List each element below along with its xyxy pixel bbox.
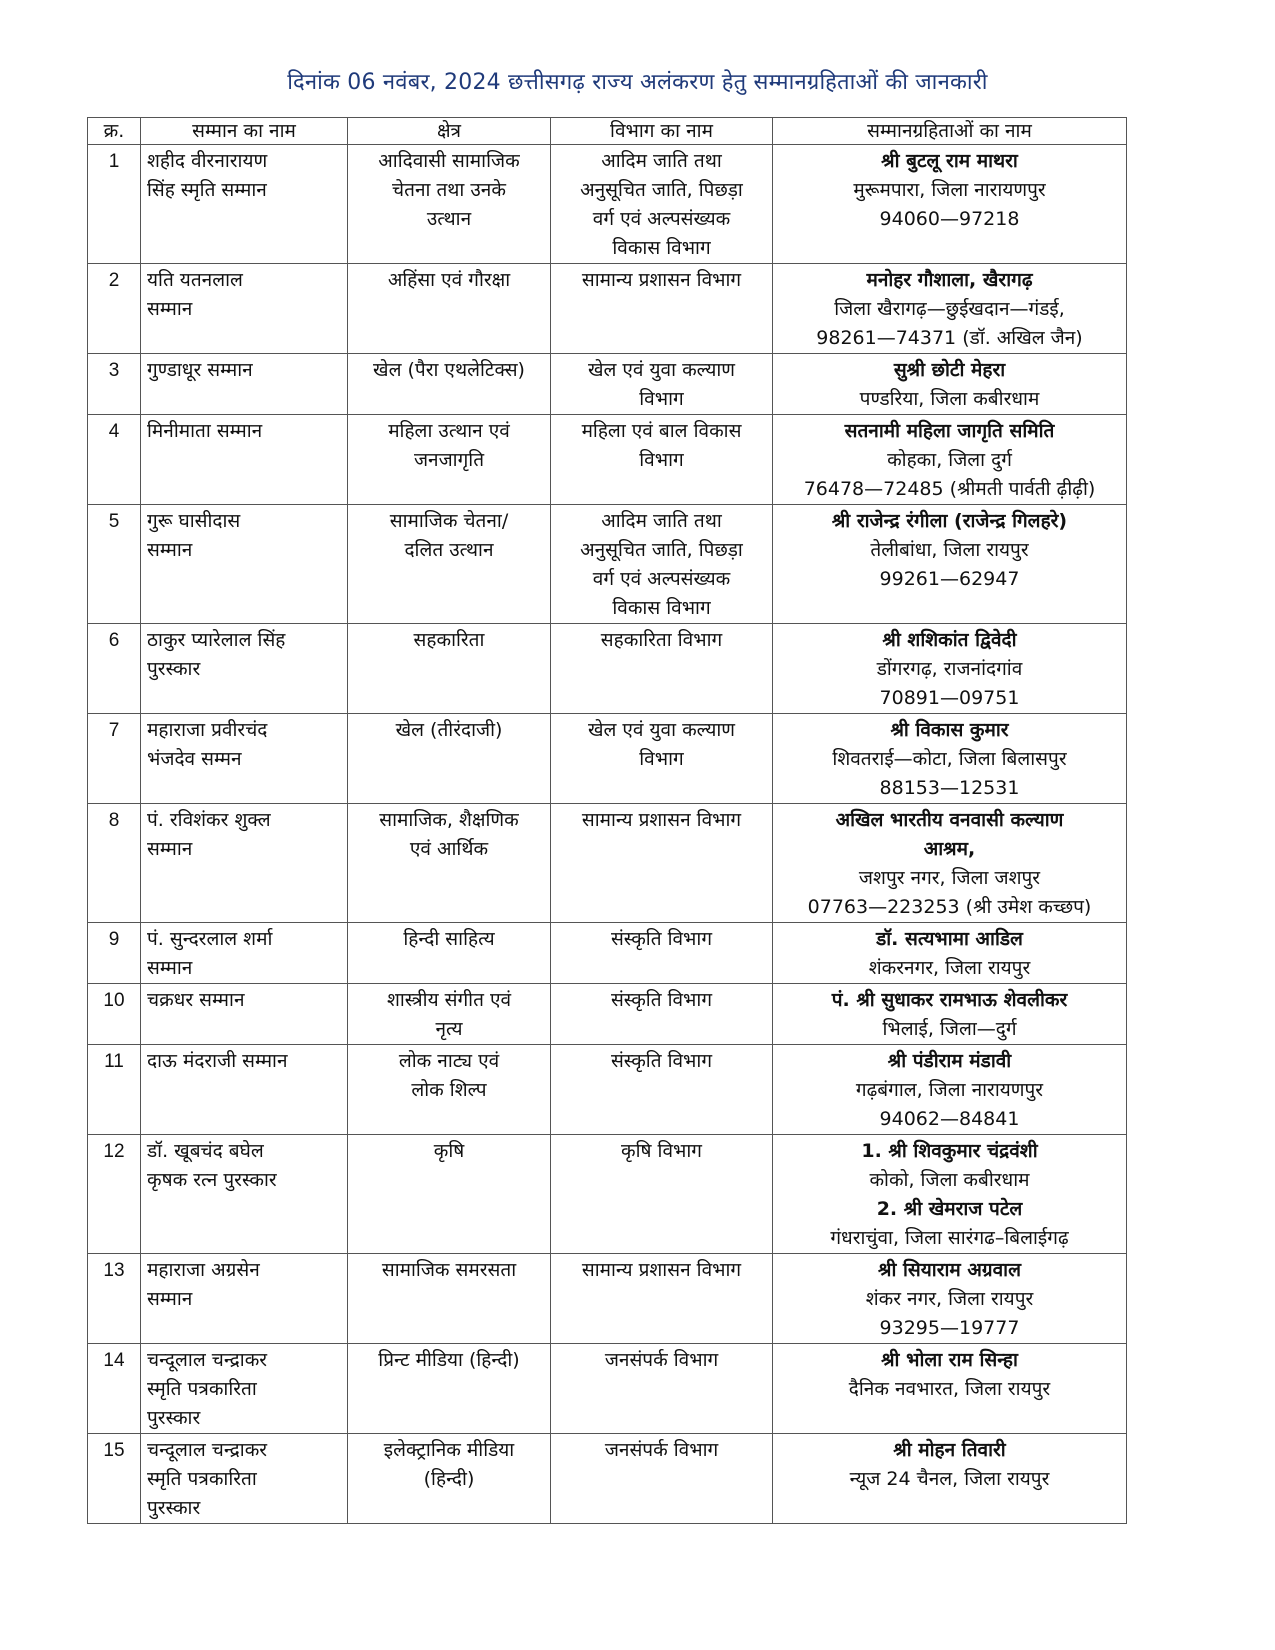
award-name-line: पं. रविशंकर शुक्ल	[147, 809, 271, 831]
table-row	[88, 1434, 1127, 1524]
award-name-line: पं. सुन्दरलाल शर्मा	[147, 928, 273, 950]
department-cell	[551, 923, 773, 984]
field-cell	[348, 415, 551, 505]
serial-number-cell: 3	[88, 354, 141, 415]
department-cell	[551, 984, 773, 1045]
field-line: शास्त्रीय संगीत एवं	[386, 989, 512, 1011]
award-name-line: शहीद वीरनारायण	[147, 150, 268, 172]
recipient-name: डॉ. सत्यभामा आडिल	[876, 928, 1023, 950]
recipient-cell	[773, 1344, 1127, 1434]
department-cell	[551, 804, 773, 923]
recipient-detail: डोंगरगढ़, राजनांदगांव	[876, 658, 1023, 680]
header-recipient: सम्मानग्रहिताओं का नाम	[773, 118, 1127, 145]
recipient-cell	[773, 415, 1127, 505]
recipient-detail: न्यूज 24 चैनल, जिला रायपुर	[849, 1468, 1050, 1490]
recipient-detail: गढ़बंगाल, जिला नारायणपुर	[855, 1079, 1044, 1101]
field-line: कृषि	[433, 1140, 465, 1162]
field-cell	[348, 145, 551, 264]
header-award-name: सम्मान का नाम	[141, 118, 348, 145]
department-line: खेल एवं युवा कल्याण	[587, 359, 736, 381]
department-line: महिला एवं बाल विकास	[581, 420, 742, 442]
field-line: सामाजिक, शैक्षणिक	[379, 809, 519, 831]
field-cell	[348, 1254, 551, 1344]
recipient-detail: शिवतराई—कोटा, जिला बिलासपुर	[832, 748, 1067, 770]
recipient-detail: पण्डरिया, जिला कबीरधाम	[859, 388, 1040, 410]
recipient-name: पं. श्री सुधाकर रामभाऊ शेवलीकर	[831, 989, 1068, 1011]
field-cell	[348, 1135, 551, 1254]
recipient-detail: गंधराचुंवा, जिला सारंगढ–बिलाईगढ़	[830, 1227, 1069, 1249]
department-cell	[551, 145, 773, 264]
department-line: वर्ग एवं अल्पसंख्यक	[592, 208, 731, 230]
award-name-line: सम्मान	[147, 957, 193, 979]
department-line: सामान्य प्रशासन विभाग	[581, 809, 742, 831]
field-line: एवं आर्थिक	[409, 838, 489, 860]
field-line: अहिंसा एवं गौरक्षा	[387, 269, 511, 291]
award-name-line: गुरू घासीदास	[147, 510, 241, 532]
award-name-cell	[141, 714, 348, 804]
recipient-detail: दैनिक नवभारत, जिला रायपुर	[848, 1378, 1051, 1400]
award-name-line: कृषक रत्न पुरस्कार	[147, 1169, 277, 1191]
recipient-name: 2. श्री खेमराज पटेल	[876, 1198, 1023, 1220]
recipient-detail: 70891—09751	[879, 687, 1020, 709]
document-title: दिनांक 06 नवंबर, 2024 छत्तीसगढ़ राज्य अलंकरण हेतु सम्मानग्रहिताओं की जानकारी	[287, 70, 988, 95]
department-cell	[551, 415, 773, 505]
serial-number-cell: 9	[88, 923, 141, 984]
table-row	[88, 1045, 1127, 1135]
recipient-cell	[773, 145, 1127, 264]
award-name-line: मिनीमाता सम्मान	[147, 420, 263, 442]
department-line: संस्कृति विभाग	[610, 989, 713, 1011]
award-name-line: पुरस्कार	[147, 658, 201, 680]
department-line: सहकारिता विभाग	[600, 629, 723, 651]
field-line: दलित उत्थान	[404, 539, 494, 561]
field-cell	[348, 984, 551, 1045]
award-name-line: महाराजा प्रवीरचंद	[147, 719, 268, 741]
field-line: सामाजिक समरसता	[381, 1259, 517, 1281]
recipient-cell	[773, 714, 1127, 804]
field-line: लोक शिल्प	[411, 1079, 487, 1101]
award-name-line: चन्दूलाल चन्द्राकर	[147, 1439, 268, 1461]
recipient-name: सतनामी महिला जागृति समिति	[844, 420, 1055, 442]
award-name-cell	[141, 1135, 348, 1254]
recipient-cell	[773, 1045, 1127, 1135]
department-line: विभाग	[639, 449, 684, 471]
recipient-detail: 07763—223253 (श्री उमेश कच्छप)	[807, 896, 1092, 918]
recipient-cell	[773, 804, 1127, 923]
table-row	[88, 714, 1127, 804]
field-line: आदिवासी सामाजिक	[378, 150, 520, 172]
award-name-line: सम्मान	[147, 298, 193, 320]
department-cell	[551, 714, 773, 804]
department-line: आदिम जाति तथा	[601, 510, 722, 532]
table-row	[88, 1344, 1127, 1434]
field-line: खेल (पैरा एथलेटिक्स)	[373, 359, 525, 381]
serial-number-cell: 14	[88, 1344, 141, 1434]
recipient-name: श्री विकास कुमार	[890, 719, 1009, 741]
department-line: संस्कृति विभाग	[610, 1050, 713, 1072]
serial-number-cell: 13	[88, 1254, 141, 1344]
field-line: इलेक्ट्रानिक मीडिया	[383, 1439, 515, 1461]
recipient-cell	[773, 624, 1127, 714]
field-cell	[348, 1045, 551, 1135]
serial-number-cell: 7	[88, 714, 141, 804]
serial-number-cell: 6	[88, 624, 141, 714]
field-line: प्रिन्ट मीडिया (हिन्दी)	[378, 1349, 520, 1371]
recipient-name: श्री सियाराम अग्रवाल	[878, 1259, 1021, 1281]
department-cell	[551, 354, 773, 415]
field-line: सामाजिक चेतना/	[389, 510, 509, 532]
header-field: क्षेत्र	[348, 118, 551, 145]
award-name-cell	[141, 1434, 348, 1524]
department-cell	[551, 1254, 773, 1344]
department-line: जनसंपर्क विभाग	[604, 1349, 719, 1371]
department-line: विभाग	[639, 388, 684, 410]
recipient-cell	[773, 1135, 1127, 1254]
recipient-name: 1. श्री शिवकुमार चंद्रवंशी	[861, 1140, 1038, 1162]
department-line: अनुसूचित जाति, पिछड़ा	[580, 539, 743, 561]
recipient-detail: 98261—74371 (डॉ. अखिल जैन)	[816, 327, 1083, 349]
table-row	[88, 1135, 1127, 1254]
serial-number-cell: 11	[88, 1045, 141, 1135]
table-row	[88, 145, 1127, 264]
recipient-cell	[773, 1254, 1127, 1344]
recipient-name: श्री मोहन तिवारी	[893, 1439, 1006, 1461]
award-name-line: पुरस्कार	[147, 1407, 201, 1429]
award-name-cell	[141, 923, 348, 984]
field-cell	[348, 1434, 551, 1524]
table-row	[88, 505, 1127, 624]
department-cell	[551, 1045, 773, 1135]
department-line: खेल एवं युवा कल्याण	[587, 719, 736, 741]
field-line: खेल (तीरंदाजी)	[395, 719, 503, 741]
award-name-line: भंजदेव सम्मन	[147, 748, 242, 770]
serial-number-cell: 15	[88, 1434, 141, 1524]
table-row	[88, 984, 1127, 1045]
department-line: सामान्य प्रशासन विभाग	[581, 269, 742, 291]
recipient-detail: कोको, जिला कबीरधाम	[869, 1169, 1030, 1191]
department-cell	[551, 624, 773, 714]
serial-number-cell: 4	[88, 415, 141, 505]
recipient-detail: 76478—72485 (श्रीमती पार्वती ढ़ीढ़ी)	[803, 478, 1096, 500]
award-name-cell	[141, 354, 348, 415]
serial-number-cell: 8	[88, 804, 141, 923]
field-cell	[348, 624, 551, 714]
recipient-detail: 94062—84841	[879, 1108, 1020, 1130]
table-row	[88, 804, 1127, 923]
recipient-name: अखिल भारतीय वनवासी कल्याण	[835, 809, 1064, 831]
field-line: लोक नाट्य एवं	[398, 1050, 500, 1072]
department-line: आदिम जाति तथा	[601, 150, 722, 172]
recipient-cell	[773, 984, 1127, 1045]
recipient-cell	[773, 1434, 1127, 1524]
award-name-cell	[141, 415, 348, 505]
table-row	[88, 354, 1127, 415]
recipient-name: मनोहर गौशाला, खैरागढ़	[866, 269, 1033, 291]
award-name-line: सम्मान	[147, 838, 193, 860]
award-name-cell	[141, 264, 348, 354]
award-name-line: महाराजा अग्रसेन	[147, 1259, 260, 1281]
field-line: जनजागृति	[413, 449, 485, 471]
recipient-detail: 93295—19777	[879, 1317, 1020, 1339]
department-line: विकास विभाग	[612, 237, 711, 259]
department-line: विकास विभाग	[612, 597, 711, 619]
award-name-line: गुण्डाधूर सम्मान	[147, 359, 253, 381]
award-name-line: सम्मान	[147, 1288, 193, 1310]
department-cell	[551, 1135, 773, 1254]
department-line: अनुसूचित जाति, पिछड़ा	[580, 179, 743, 201]
field-cell	[348, 804, 551, 923]
serial-number-cell: 1	[88, 145, 141, 264]
field-cell	[348, 354, 551, 415]
recipient-cell	[773, 264, 1127, 354]
recipient-name: श्री शशिकांत द्विवेदी	[882, 629, 1017, 651]
field-line: चेतना तथा उनके	[392, 179, 506, 201]
award-name-line: सम्मान	[147, 539, 193, 561]
field-line: उत्थान	[426, 208, 472, 230]
recipient-cell	[773, 923, 1127, 984]
department-line: विभाग	[639, 748, 684, 770]
award-name-cell	[141, 145, 348, 264]
recipient-detail: शंकरनगर, जिला रायपुर	[868, 957, 1031, 979]
table-row	[88, 624, 1127, 714]
department-line: संस्कृति विभाग	[610, 928, 713, 950]
field-cell	[348, 505, 551, 624]
field-cell	[348, 923, 551, 984]
field-line: सहकारिता	[413, 629, 485, 651]
award-name-cell	[141, 1254, 348, 1344]
recipient-detail: शंकर नगर, जिला रायपुर	[865, 1288, 1034, 1310]
table-body	[88, 145, 1127, 1524]
recipient-name: श्री राजेन्द्र रंगीला (राजेन्द्र गिलहरे)	[831, 510, 1068, 532]
field-cell	[348, 1344, 551, 1434]
award-name-line: चक्रधर सम्मान	[147, 989, 245, 1011]
recipient-name: सुश्री छोटी मेहरा	[893, 359, 1006, 381]
field-line: हिन्दी साहित्य	[403, 928, 495, 950]
award-name-line: स्मृति पत्रकारिता	[147, 1468, 257, 1490]
department-cell	[551, 1344, 773, 1434]
header-serial-number: क्र.	[88, 118, 141, 145]
serial-number-cell: 10	[88, 984, 141, 1045]
department-cell	[551, 505, 773, 624]
table-row	[88, 264, 1127, 354]
field-cell	[348, 714, 551, 804]
table-row	[88, 923, 1127, 984]
award-name-cell	[141, 624, 348, 714]
serial-number-cell: 12	[88, 1135, 141, 1254]
award-name-line: ठाकुर प्यारेलाल सिंह	[147, 629, 286, 651]
recipient-detail: 94060—97218	[879, 208, 1020, 230]
recipient-cell	[773, 505, 1127, 624]
recipient-name: श्री पंडीराम मंडावी	[887, 1050, 1012, 1072]
department-cell	[551, 1434, 773, 1524]
recipient-cell	[773, 354, 1127, 415]
award-name-cell	[141, 505, 348, 624]
department-line: कृषि विभाग	[621, 1140, 702, 1162]
award-name-line: डॉ. खूबचंद बघेल	[147, 1140, 264, 1162]
award-name-line: चन्दूलाल चन्द्राकर	[147, 1349, 268, 1371]
recipient-name: श्री बुटलू राम माथरा	[881, 150, 1018, 172]
field-cell	[348, 264, 551, 354]
field-line: नृत्य	[435, 1018, 463, 1040]
department-line: सामान्य प्रशासन विभाग	[581, 1259, 742, 1281]
table-row	[88, 1254, 1127, 1344]
department-line: जनसंपर्क विभाग	[604, 1439, 719, 1461]
recipient-detail: 88153—12531	[879, 777, 1020, 799]
award-name-cell	[141, 1344, 348, 1434]
table-row	[88, 415, 1127, 505]
award-name-line: यति यतनलाल	[147, 269, 243, 291]
department-cell	[551, 264, 773, 354]
award-name-cell	[141, 804, 348, 923]
awards-table	[87, 117, 1127, 1524]
recipient-detail: जशपुर नगर, जिला जशपुर	[858, 867, 1041, 889]
field-line: (हिन्दी)	[423, 1468, 475, 1490]
recipient-detail: जिला खैरागढ़—छुईखदान—गंडई,	[834, 298, 1065, 320]
header-department: विभाग का नाम	[551, 118, 773, 145]
serial-number-cell: 2	[88, 264, 141, 354]
recipient-detail: तेलीबांधा, जिला रायपुर	[870, 539, 1029, 561]
department-line: वर्ग एवं अल्पसंख्यक	[592, 568, 731, 590]
award-name-line: सिंह स्मृति सम्मान	[147, 179, 267, 201]
recipient-detail: कोहका, जिला दुर्ग	[887, 449, 1012, 471]
award-name-line: दाऊ मंदराजी सम्मान	[147, 1050, 288, 1072]
award-name-cell	[141, 984, 348, 1045]
recipient-detail: 99261—62947	[879, 568, 1020, 590]
award-name-line: पुरस्कार	[147, 1497, 201, 1519]
field-line: महिला उत्थान एवं	[388, 420, 510, 442]
table-header-row	[88, 118, 1127, 145]
award-name-cell	[141, 1045, 348, 1135]
serial-number-cell: 5	[88, 505, 141, 624]
award-name-line: स्मृति पत्रकारिता	[147, 1378, 257, 1400]
recipient-detail: मुरूमपारा, जिला नारायणपुर	[853, 179, 1046, 201]
recipient-name: श्री भोला राम सिन्हा	[881, 1349, 1018, 1371]
recipient-detail: भिलाई, जिला—दुर्ग	[882, 1018, 1017, 1040]
recipient-name: आश्रम,	[923, 838, 976, 860]
